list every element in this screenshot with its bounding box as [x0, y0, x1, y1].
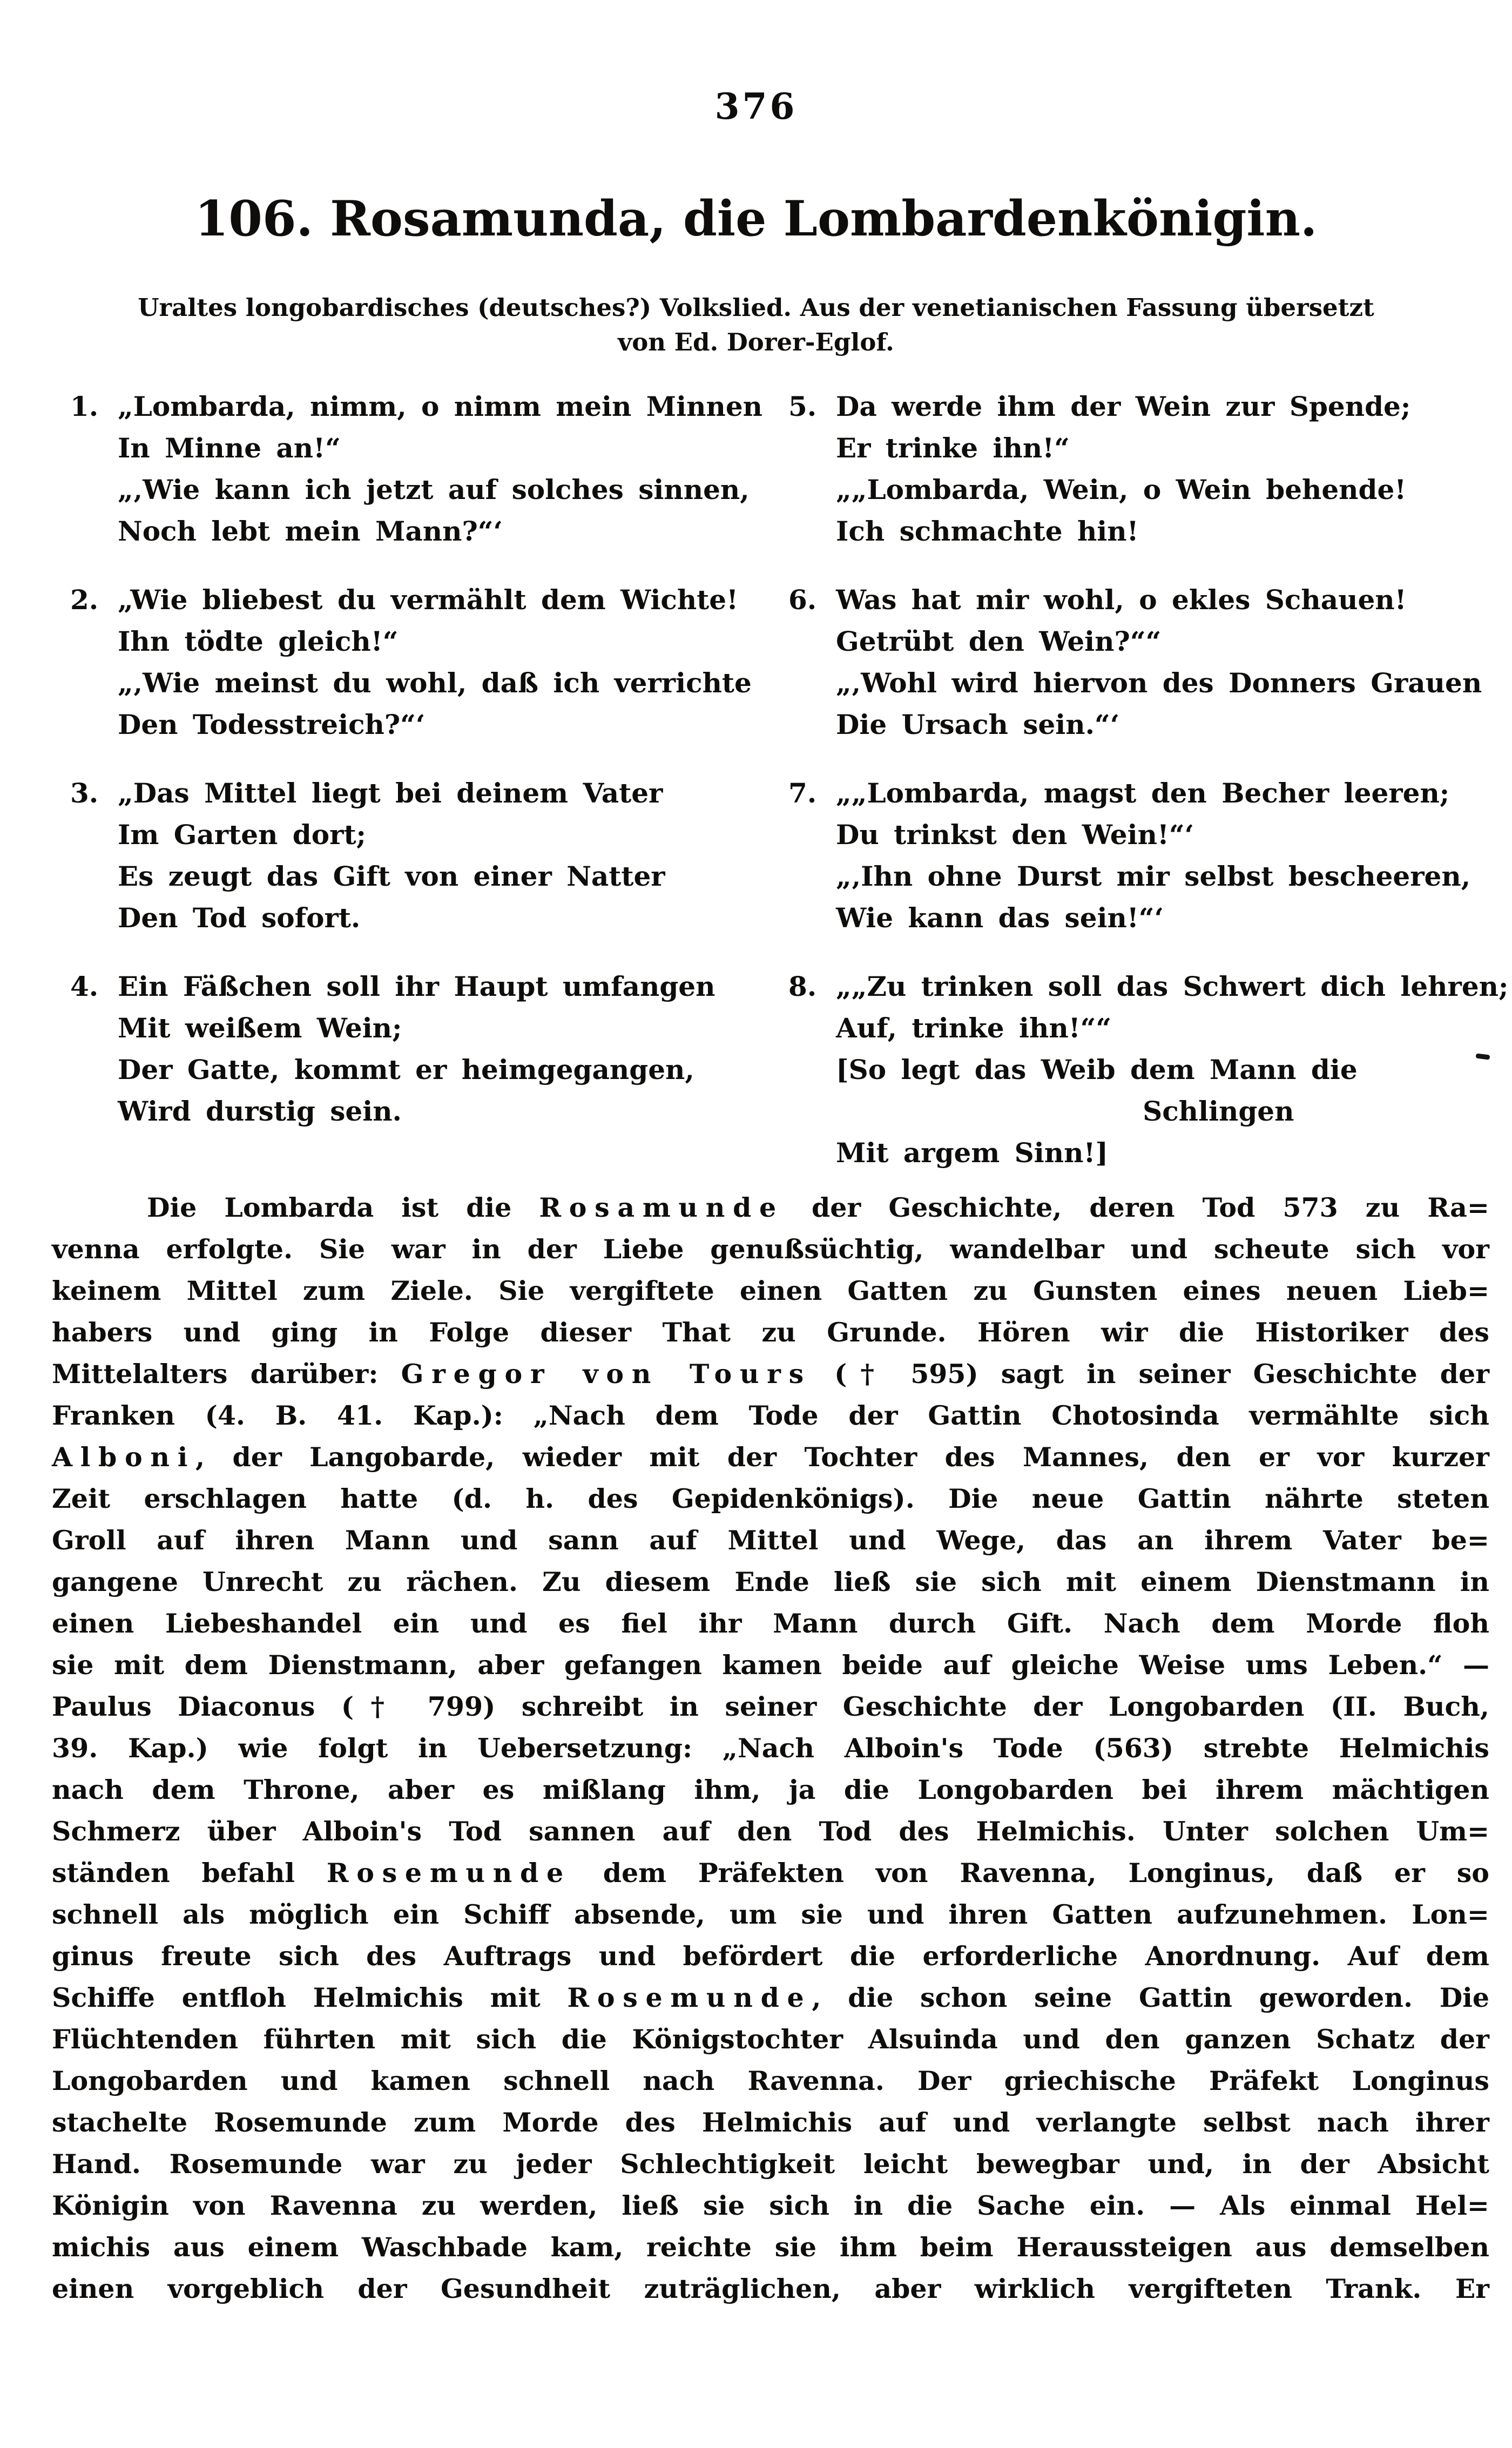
verse-line: Ich schmachte hin!	[836, 515, 1139, 547]
verse-column-right	[788, 386, 1509, 1201]
text-run: michis aus einem Waschbade kam, reichte sie ihm beim Heraussteigen aus demselben	[52, 2231, 1489, 2263]
prose-line	[52, 1520, 1489, 1561]
verse-line: In Minne an!“	[118, 432, 341, 464]
prose-line	[52, 2102, 1489, 2143]
verse-line: Der Gatte, kommt er heimgegangen,	[118, 1054, 694, 1085]
verse-column-left	[70, 386, 763, 1159]
verse	[70, 772, 758, 939]
verse-line: Wie kann das sein!“‘	[836, 902, 1164, 934]
verse-line: Im Garten dort;	[118, 819, 367, 851]
verse-line: „Das Mittel liegt bei deinem Vater	[118, 777, 663, 809]
prose-line	[52, 1353, 1489, 1395]
prose-line	[52, 1187, 1489, 1229]
verse-line: Ihn tödte gleich!“	[118, 625, 399, 657]
text-run: , der Langobarde, wieder mit der Tochter des Mannes, den er vor kurzer	[195, 1441, 1489, 1473]
poem-subtitle-line1: Uraltes longobardisches (deutsches?) Volkslied. Aus der venetianischen Fassung übersetzt	[138, 293, 1374, 322]
verse-line: Den Todesstreich?“‘	[118, 709, 426, 740]
letterspaced-name: Alboni	[52, 1441, 196, 1473]
verse-line: „‚Wie meinst du wohl, daß ich verrichte	[118, 667, 752, 699]
verse-line: „‚Wohl wird hiervon des Donners Grauen	[836, 667, 1482, 699]
verse-line: Mit weißem Wein;	[118, 1012, 402, 1044]
verse-line: Du trinkst den Wein!“‘	[836, 819, 1194, 851]
verse-line: „Wie bliebest du vermählt dem Wichte!	[118, 584, 739, 616]
text-run: dem Präfekten von Ravenna, Longinus, daß er so	[571, 1857, 1489, 1889]
prose-line	[52, 1894, 1489, 1936]
text-run: Mittelalters darüber:	[52, 1358, 401, 1390]
verse-line: „„Lombarda, Wein, o Wein behende!	[836, 474, 1407, 505]
verse	[788, 966, 1509, 1174]
verse-line: „‚Ihn ohne Durst mir selbst bescheeren,	[836, 860, 1471, 892]
verse-line: Mit argem Sinn!]	[836, 1137, 1109, 1169]
text-run: keinem Mittel zum Ziele. Sie vergiftete einen Gatten zu Gunsten eines neuen Lieb=	[52, 1275, 1489, 1306]
prose-line	[52, 2143, 1489, 2185]
poem-subtitle	[0, 291, 1512, 360]
text-run: einen Liebeshandel ein und es fiel ihr Mann durch Gift. Nach dem Morde floh	[52, 1608, 1489, 1639]
verse	[788, 386, 1503, 552]
prose-line	[52, 2185, 1489, 2227]
prose-line	[52, 1229, 1489, 1270]
text-run: venna erfolgte. Sie war in der Liebe genußsüchtig, wandelbar und scheute sich vor	[52, 1233, 1489, 1265]
text-run: habers und ging in Folge dieser That zu Grunde. Hören wir die Historiker des	[52, 1317, 1489, 1348]
prose-line	[52, 1811, 1489, 1852]
verse	[70, 386, 763, 552]
prose-line	[52, 2019, 1489, 2060]
letterspaced-name: Rosemunde	[567, 1982, 812, 2013]
page-number: 376	[714, 85, 798, 127]
prose-line	[52, 1270, 1489, 1312]
text-run: schnell als möglich ein Schiff absende, um sie und ihren Gatten aufzunehmen. Lon=	[52, 1899, 1489, 1930]
text-run: Königin von Ravenna zu werden, ließ sie sich in die Sache ein. — Als einmal Hel=	[52, 2190, 1489, 2221]
text-run: ständen befahl	[52, 1857, 327, 1889]
text-run: († 595) sagt in seiner Geschichte der	[811, 1358, 1490, 1390]
prose-line	[52, 1852, 1489, 1894]
verse-line: Wird durstig sein.	[118, 1095, 402, 1127]
verse-line: Getrübt den Wein?““	[836, 625, 1162, 657]
prose-line	[52, 1478, 1489, 1520]
letterspaced-name: Gregor von Tours	[401, 1358, 812, 1390]
verse-line: Was hat mir wohl, o ekles Schauen!	[836, 584, 1407, 616]
text-run: nach dem Throne, aber es mißlang ihm, ja die Longobarden bei ihrem mächtigen	[52, 1774, 1489, 1805]
text-run: Schmerz über Alboin's Tod sannen auf den Tod des Helmichis. Unter solchen Um=	[52, 1816, 1489, 1847]
verse-number: 6.	[788, 584, 817, 616]
verse-number: 2.	[70, 584, 99, 616]
verse-line: Den Tod sofort.	[118, 902, 361, 934]
verse-number: 5.	[788, 390, 817, 422]
prose-line	[52, 1977, 1489, 2019]
verse-line: Auf, trinke ihn!““	[836, 1012, 1112, 1044]
verse-line: Er trinke ihn!“	[836, 432, 1070, 464]
verse	[70, 966, 758, 1132]
verse	[70, 579, 758, 745]
prose-line	[52, 2060, 1489, 2102]
prose-line	[52, 1728, 1489, 1769]
text-run: Flüchtenden führten mit sich die Königstochter Alsuinda und den ganzen Schatz der	[52, 2024, 1489, 2055]
verse-line: Schlingen	[1143, 1095, 1294, 1127]
text-run: stachelte Rosemunde zum Morde des Helmichis auf und verlangte selbst nach ihrer	[52, 2107, 1489, 2138]
prose-line	[52, 2227, 1489, 2268]
text-run: Franken (4. B. 41. Kap.): „Nach dem Tode der Gattin Chotosinda vermählte sich	[52, 1400, 1489, 1431]
verse-line: „‚Wie kann ich jetzt auf solches sinnen,	[118, 474, 750, 505]
text-run: Die Lombarda ist die	[147, 1192, 539, 1223]
letterspaced-name: Rosamunde	[539, 1192, 784, 1223]
text-run: sie mit dem Dienstmann, aber gefangen kamen beide auf gleiche Weise ums Leben.“ —	[52, 1649, 1489, 1681]
prose-line	[52, 1561, 1489, 1603]
text-run: einen vorgeblich der Gesundheit zuträglichen, aber wirklich vergifteten Trank. Er	[52, 2273, 1489, 2304]
verse-line: Die Ursach sein.“‘	[836, 709, 1120, 740]
prose-line	[52, 1603, 1489, 1644]
text-run: Longobarden und kamen schnell nach Ravenna. Der griechische Präfekt Longinus	[52, 2065, 1489, 2096]
text-run: , die schon seine Gattin geworden. Die	[812, 1982, 1489, 2013]
text-run: der Geschichte, deren Tod 573 zu Ra=	[784, 1192, 1489, 1223]
prose-line	[52, 1686, 1489, 1728]
prose-line	[52, 1312, 1489, 1353]
verse-number: 3.	[70, 777, 99, 809]
text-run: ginus freute sich des Auftrags und befördert die erforderliche Anordnung. Auf dem	[52, 1940, 1489, 1972]
text-run: Paulus Diaconus († 799) schreibt in seiner Geschichte der Longobarden (II. Buch,	[52, 1691, 1489, 1722]
verse	[788, 772, 1503, 939]
verse-number: 8.	[788, 970, 817, 1002]
prose-line	[52, 2268, 1489, 2310]
verse-number: 7.	[788, 777, 817, 809]
prose-line	[52, 1936, 1489, 1977]
verse-line: Noch lebt mein Mann?“‘	[118, 515, 503, 547]
prose-line	[52, 1644, 1489, 1686]
verse	[788, 579, 1503, 745]
letterspaced-name: Rosemunde	[326, 1857, 571, 1889]
text-run: Schiffe entfloh Helmichis mit	[52, 1982, 568, 2013]
verse-number: 4.	[70, 970, 99, 1002]
verse-line: „„Lombarda, magst den Becher leeren;	[836, 777, 1450, 809]
verse-line: „„Zu trinken soll das Schwert dich lehren;	[836, 970, 1509, 1002]
prose-line	[52, 1395, 1489, 1437]
poem-title: 106. Rosamunda, die Lombardenkönigin.	[194, 190, 1318, 247]
text-run: gangene Unrecht zu rächen. Zu diesem Ende ließ sie sich mit einem Dienstmann in	[52, 1566, 1489, 1597]
text-run: Groll auf ihren Mann und sann auf Mittel und Wege, das an ihrem Vater be=	[52, 1525, 1489, 1556]
verse-number: 1.	[70, 390, 99, 422]
text-run: Hand. Rosemunde war zu jeder Schlechtigkeit leicht bewegbar und, in der Absicht	[52, 2148, 1489, 2180]
verse-line: Ein Fäßchen soll ihr Haupt umfangen	[118, 970, 716, 1002]
prose-line	[52, 1437, 1489, 1478]
poem-subtitle-line2: von Ed. Dorer-Eglof.	[618, 328, 894, 356]
verse-line: Da werde ihm der Wein zur Spende;	[836, 390, 1411, 422]
text-run: 39. Kap.) wie folgt in Uebersetzung: „Nach Alboin's Tode (563) strebte Helmichis	[52, 1732, 1489, 1764]
prose-line	[52, 1769, 1489, 1811]
prose-paragraph	[52, 1187, 1489, 2310]
verse-line: [So legt das Weib dem Mann die	[836, 1054, 1358, 1085]
verse-line: „Lombarda, nimm, o nimm mein Minnen	[118, 390, 763, 422]
text-run: Zeit erschlagen hatte (d. h. des Gepidenkönigs). Die neue Gattin nährte steten	[52, 1483, 1489, 1514]
verse-line: Es zeugt das Gift von einer Natter	[118, 860, 665, 892]
